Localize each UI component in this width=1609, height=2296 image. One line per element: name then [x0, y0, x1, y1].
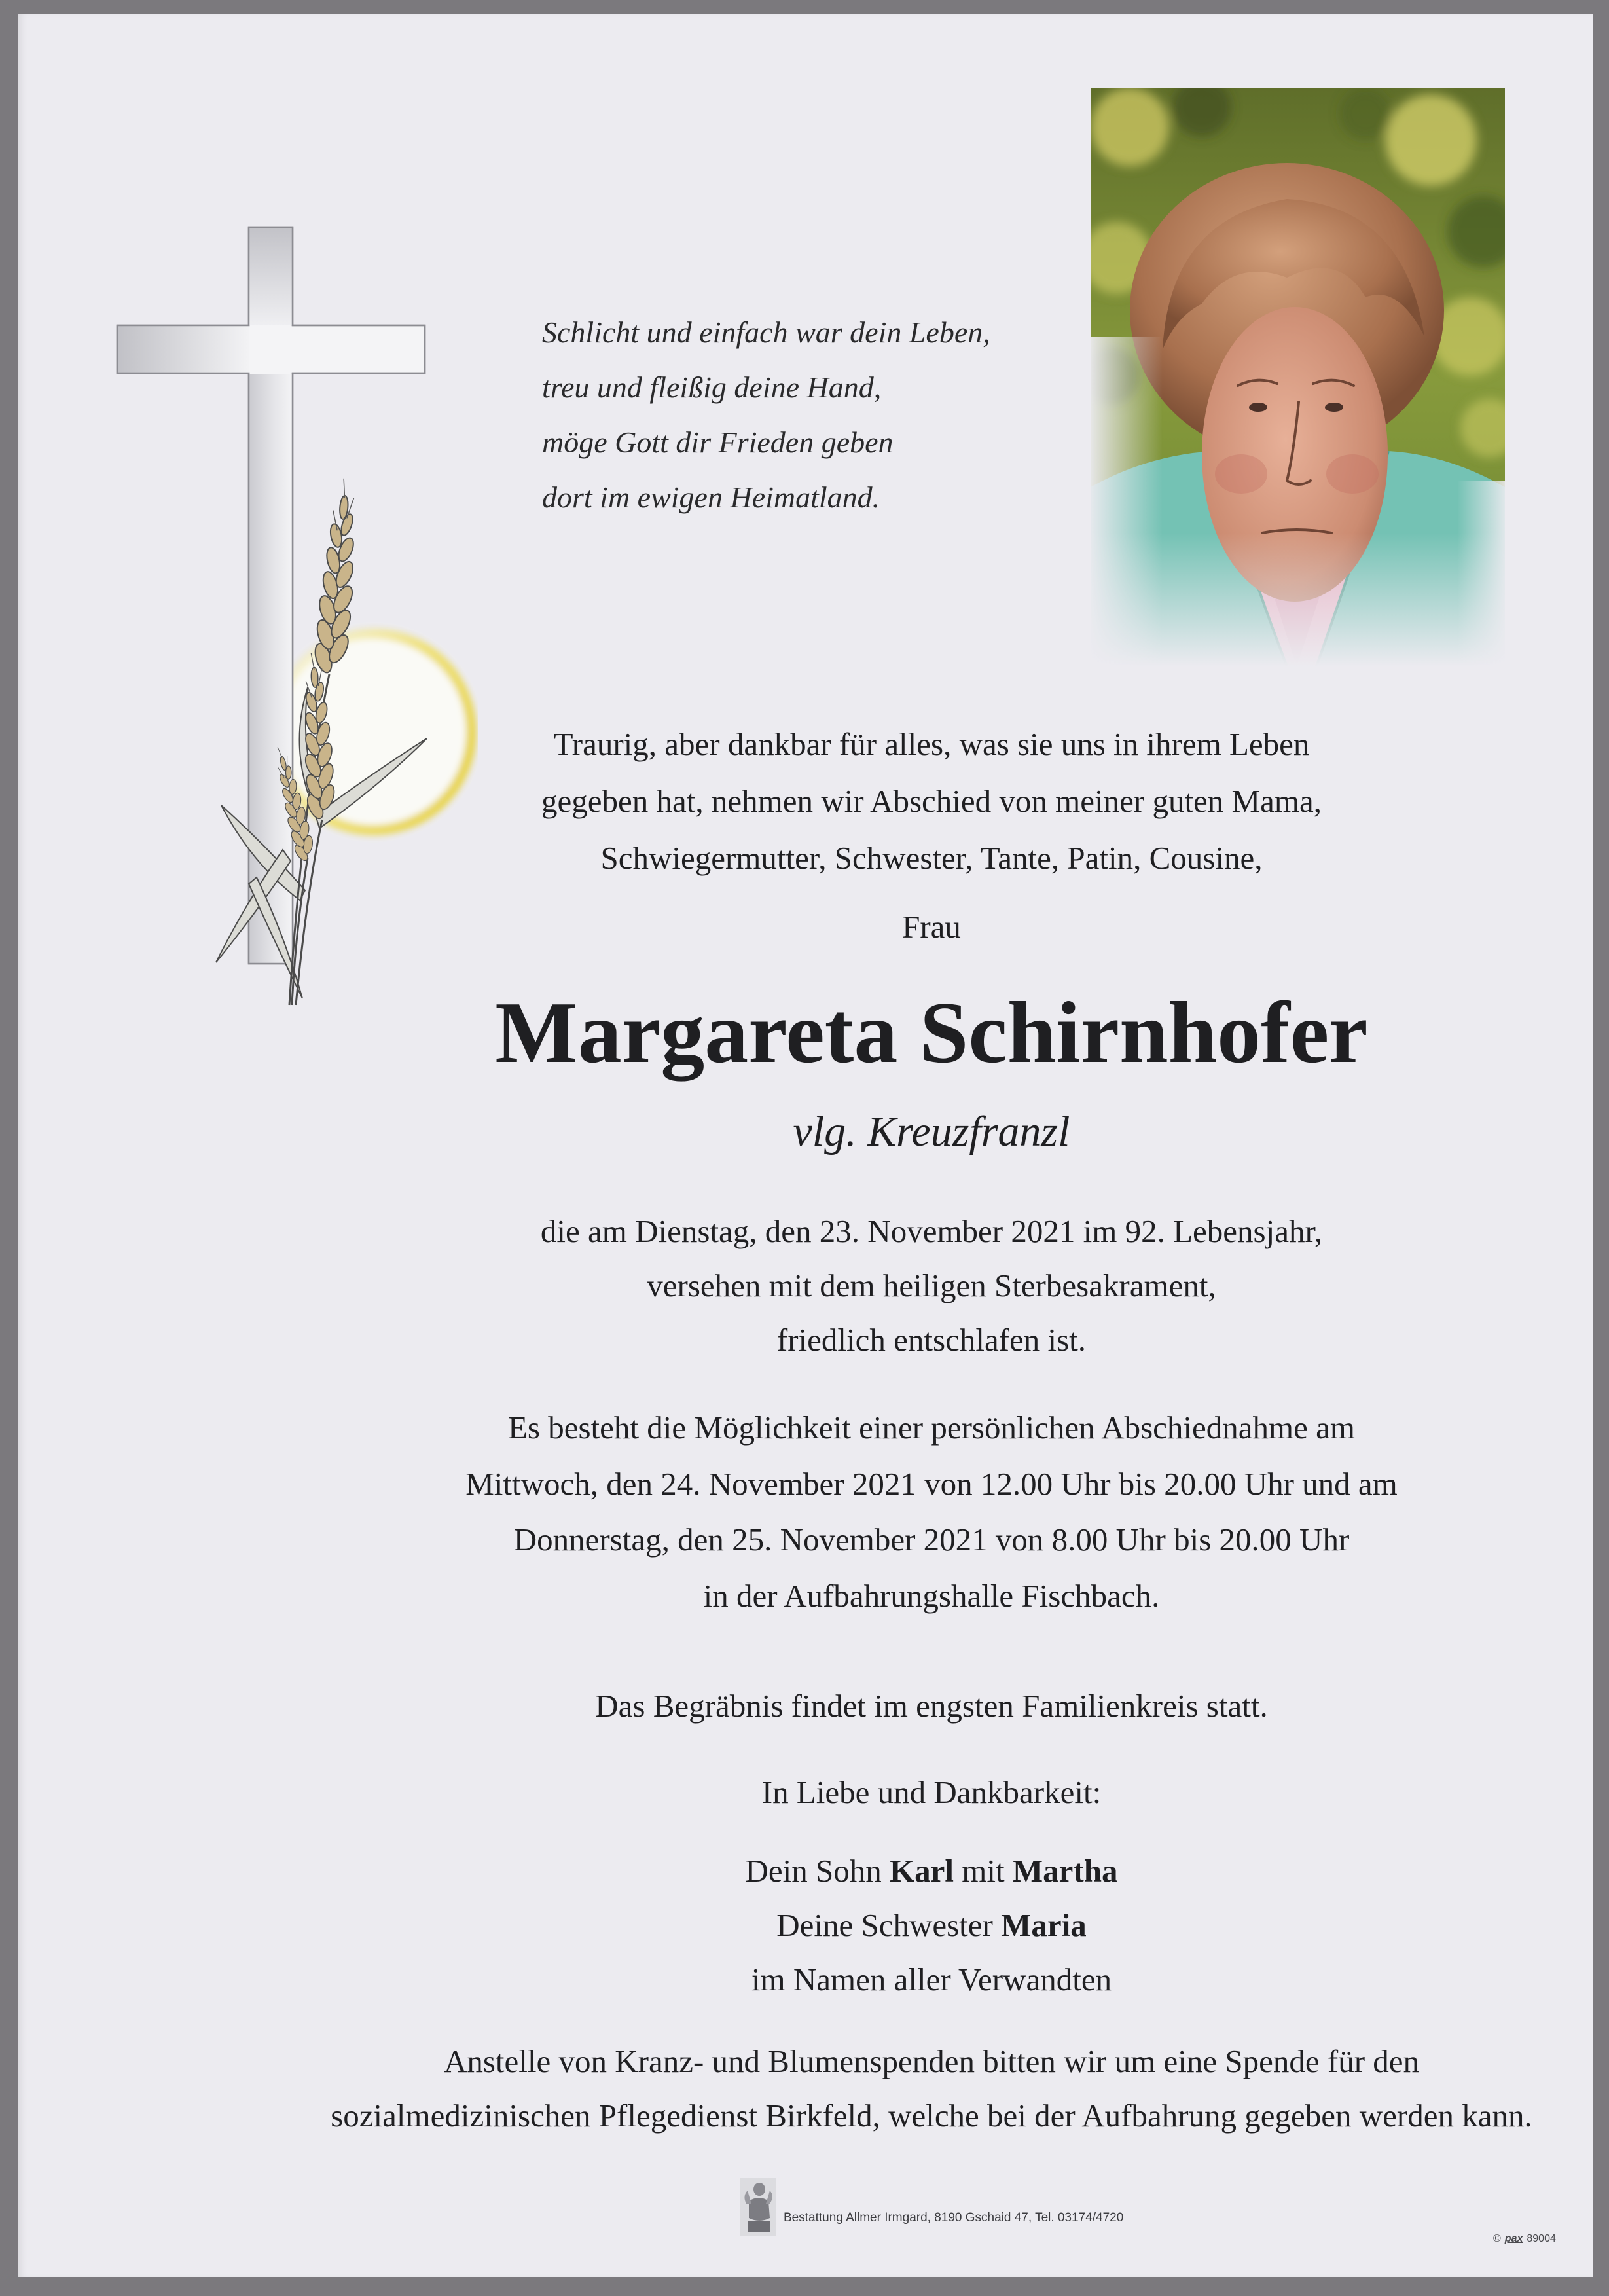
- deceased-name: Margareta Schirnhofer: [495, 984, 1368, 1081]
- partner-name: Martha: [1012, 1853, 1118, 1889]
- closing-line: In Liebe und Dankbarkeit:: [761, 1774, 1102, 1810]
- deceased-nickname: vlg. Kreuzfranzl: [793, 1108, 1070, 1156]
- poem-line: Schlicht und einfach war dein Leben,: [542, 316, 990, 349]
- intro-line: Schwiegermutter, Schwester, Tante, Patin, Cousine,: [600, 840, 1263, 876]
- farewell-line: Es besteht die Möglichkeit einer persönlichen Abschiednahme am: [507, 1410, 1356, 1446]
- death-line: friedlich entschlafen ist.: [776, 1322, 1087, 1358]
- son-line: [277, 1844, 1586, 1898]
- family-signatures: [277, 1844, 1586, 2007]
- poem-line: dort im ewigen Heimatland.: [542, 481, 880, 514]
- sister-prefix: Deine Schwester: [776, 1907, 993, 1943]
- son-prefix: Dein Sohn: [745, 1853, 882, 1889]
- intro-line: Traurig, aber dankbar für alles, was sie uns in ihrem Leben: [553, 726, 1310, 762]
- intro-paragraph: [277, 716, 1586, 886]
- farewell-paragraph: [277, 1400, 1586, 1624]
- copyright-symbol: ©: [1493, 2233, 1501, 2244]
- farewell-line: Mittwoch, den 24. November 2021 von 12.00 Uhr bis 20.00 Uhr und am: [465, 1465, 1398, 1502]
- poem-line: treu und fleißig deine Hand,: [542, 371, 882, 404]
- farewell-line: Donnerstag, den 25. November 2021 von 8.00 Uhr bis 20.00 Uhr: [513, 1522, 1350, 1558]
- intro-line: gegeben hat, nehmen wir Abschied von meiner guten Mama,: [541, 783, 1322, 819]
- poem-line: möge Gott dir Frieden geben: [542, 426, 894, 459]
- undertaker-info: Bestattung Allmer Irmgard, 8190 Gschaid 47, Tel. 03174/4720: [784, 2211, 1124, 2225]
- son-name: Karl: [890, 1853, 954, 1889]
- portrait-photo: [1091, 88, 1505, 666]
- publisher-logo: pax: [1504, 2233, 1523, 2244]
- salutation: Frau: [902, 909, 961, 945]
- sister-name: Maria: [1001, 1907, 1087, 1943]
- template-code: 89004: [1527, 2233, 1556, 2244]
- death-paragraph: [277, 1204, 1586, 1367]
- death-line: die am Dienstag, den 23. November 2021 im 92. Lebensjahr,: [540, 1213, 1323, 1249]
- donation-line: sozialmedizinischen Pflegedienst Birkfeld, welche bei der Aufbahrung gegeben werden kann.: [331, 2098, 1532, 2134]
- donation-request: [277, 2034, 1586, 2143]
- donation-line: Anstelle von Kranz- und Blumenspenden bitten wir um eine Spende für den: [443, 2043, 1420, 2079]
- sister-line: [277, 1898, 1586, 1952]
- farewell-line: in der Aufbahrungshalle Fischbach.: [703, 1577, 1160, 1614]
- relatives-line: im Namen aller Verwandten: [751, 1961, 1112, 1997]
- burial-notice: Das Begräbnis findet im engsten Familienkreis statt.: [595, 1688, 1268, 1724]
- poem: [542, 305, 990, 525]
- statue-icon: [740, 2178, 776, 2236]
- son-joiner: mit: [962, 1853, 1005, 1889]
- death-line: versehen mit dem heiligen Sterbesakrament,: [647, 1267, 1216, 1303]
- cross-with-wheat-icon: [111, 216, 478, 1015]
- copyright-notice: [1493, 2232, 1556, 2246]
